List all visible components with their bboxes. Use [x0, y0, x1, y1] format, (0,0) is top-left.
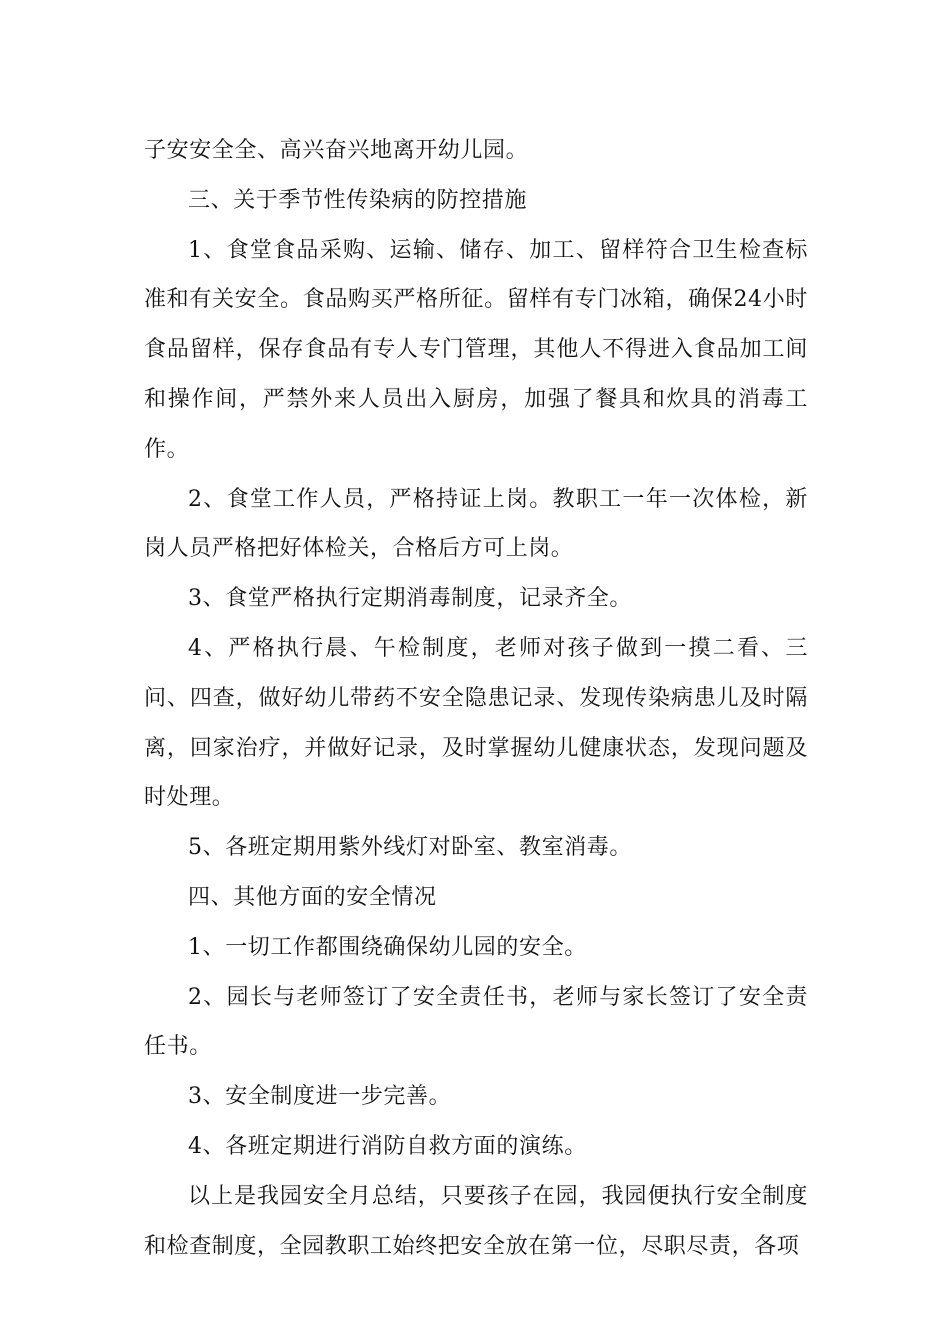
paragraph-4: 2、食堂工作人员，严格持证上岗。教职工一年一次体检，新岗人员严格把好体检关，合格后方可上岗。	[144, 486, 808, 562]
paragraph-3: 1、食堂食品采购、运输、储存、加工、留样符合卫生检查标准和有关安全。食品购买严格所征。留样有专门冰箱，确保24小时食品留样，保存食品有专人专门管理，其他人不得进入食品加工间和操作间，严禁外来人员出入厨房，加强了餐具和炊具的消毒工作。	[144, 237, 808, 462]
paragraph-10: 2、园长与老师签订了安全责任书，老师与家长签订了安全责任书。	[144, 984, 808, 1060]
document-page	[144, 126, 808, 1271]
section-heading-4: 四、其他方面的安全情况	[188, 884, 437, 910]
paragraph-7: 5、各班定期用紫外线灯对卧室、教室消毒。	[188, 835, 632, 861]
section-heading-3: 三、关于季节性传染病的防控措施	[188, 187, 528, 213]
paragraph-5: 3、食堂严格执行定期消毒制度，记录齐全。	[188, 586, 632, 612]
paragraph-9: 1、一切工作都围绕确保幼儿园的安全。	[188, 934, 587, 960]
paragraph-1: 子安安全全、高兴奋兴地离开幼儿园。	[144, 138, 529, 163]
paragraph-6: 4、严格执行晨、午检制度，老师对孩子做到一摸二看、三问、四查，做好幼儿带药不安全隐患记录、发现传染病患儿及时隔离，回家治疗，并做好记录，及时掌握幼儿健康状态，发现问题及时处理。	[144, 635, 808, 811]
paragraph-11: 3、安全制度进一步完善。	[188, 1084, 452, 1110]
paragraph-13: 以上是我园安全月总结，只要孩子在园，我园便执行安全制度和检查制度，全园教职工始终把安全放在第一位，尽职尽责，各项	[144, 1183, 808, 1259]
paragraph-12: 4、各班定期进行消防自救方面的演练。	[188, 1133, 587, 1159]
